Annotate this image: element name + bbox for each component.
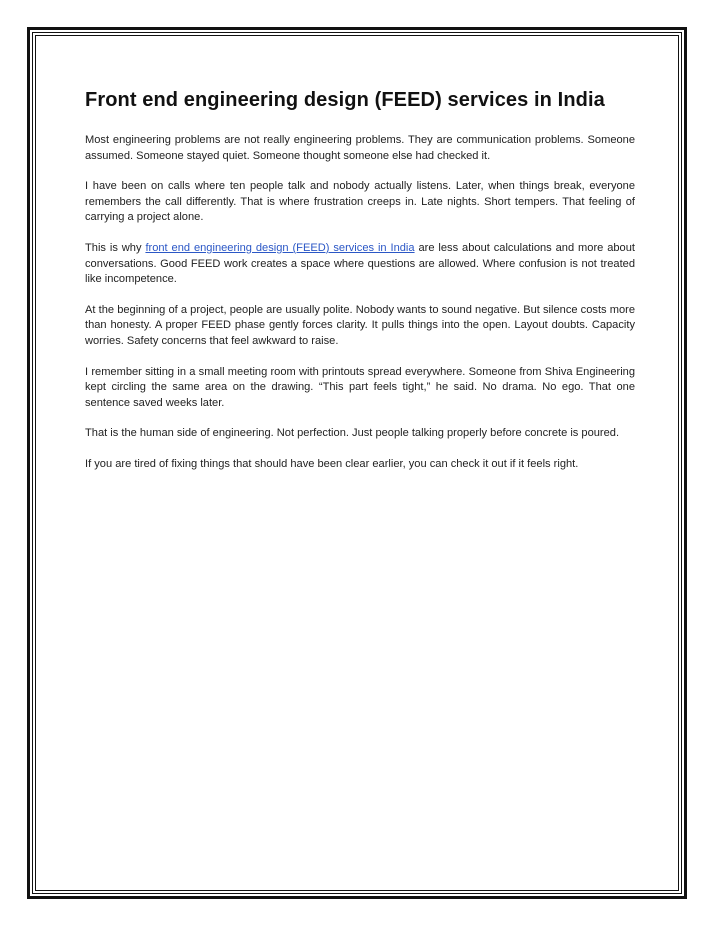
paragraph-1: Most engineering problems are not really engineering problems. They are communication problems. Someone assumed. Someone stayed quiet. Someone thought someone else had checked it. (85, 134, 635, 162)
paragraph-2: I have been on calls where ten people talk and nobody actually listens. Later, when things break, everyone remembers the call differently. That is where frustration creeps in. Late nights. Short tempers. That feeling of carrying a project alone. (85, 180, 635, 224)
paragraph-3-lead: This is why (85, 241, 146, 254)
paragraph-3 (85, 241, 635, 288)
paragraph-4: At the beginning of a project, people are usually polite. Nobody wants to sound negative. But silence costs more than honesty. A proper FEED phase gently forces clarity. It pulls things into the open. Layout doubts. Capacity worries. Safety concerns that feel awkward to raise. (85, 303, 635, 347)
document-content (85, 87, 635, 488)
paragraph-6: That is the human side of engineering. Not perfection. Just people talking properly before concrete is poured. (85, 427, 620, 440)
document-title: Front end engineering design (FEED) services in India (85, 89, 605, 111)
paragraph-5: I remember sitting in a small meeting room with printouts spread everywhere. Someone from Shiva Engineering kept circling the same area on the drawing. “This part feels tight,” he said. No drama. No ego. That one sentence saved weeks later. (85, 365, 635, 409)
paragraph-7: If you are tired of fixing things that should have been clear earlier, you can check it out if it feels right. (85, 457, 579, 470)
paragraph-3-rest: are less about calculations and more about conversations. Good FEED work creates a space where questions are allowed. Where confusion is not treated like incompetence. (85, 241, 635, 286)
feed-services-link[interactable]: front end engineering design (FEED) services in India (145, 241, 415, 254)
